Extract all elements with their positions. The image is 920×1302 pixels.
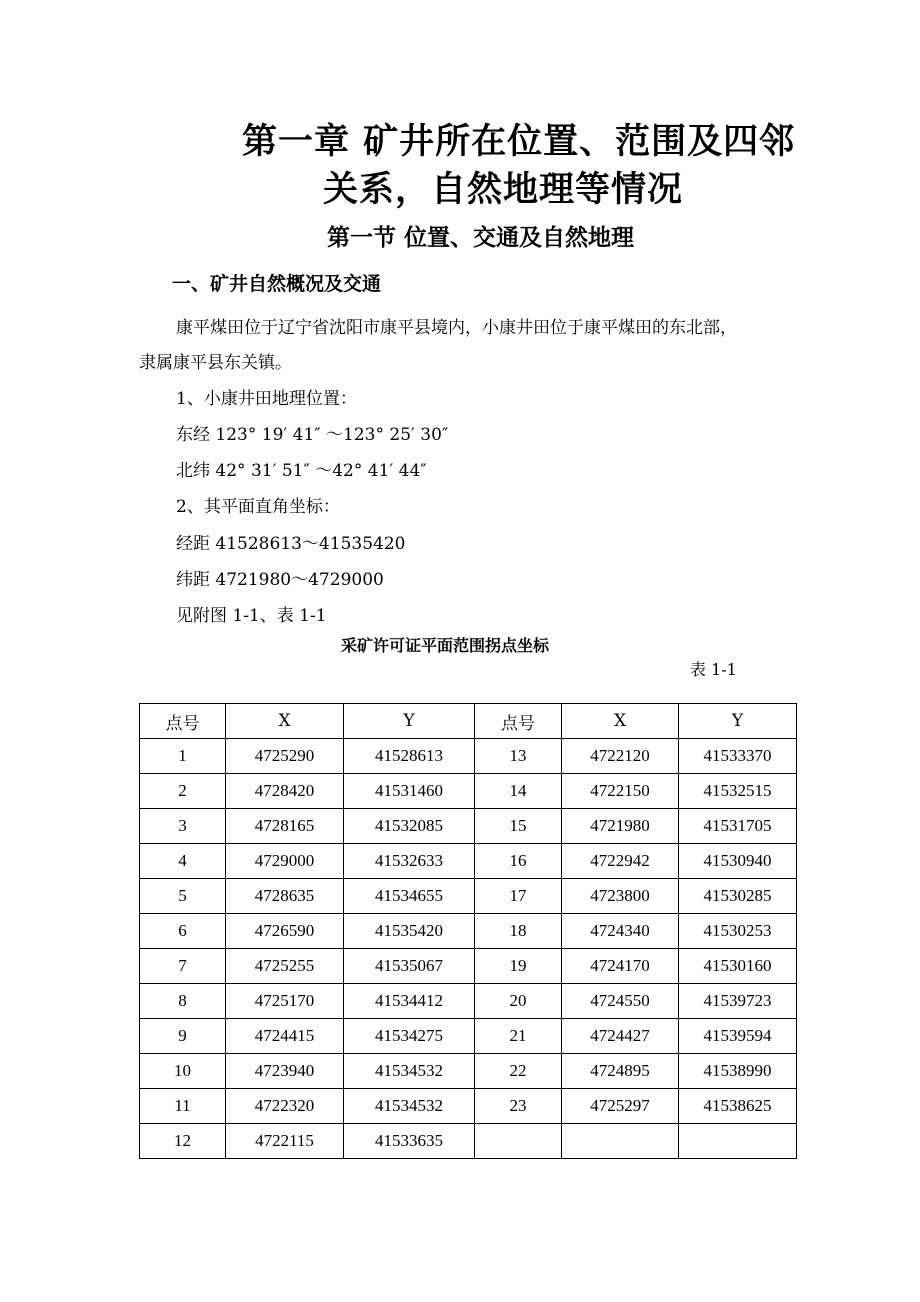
cell-y: 41533635 xyxy=(344,1124,475,1159)
cell-y: 41531460 xyxy=(344,774,475,809)
cell-x: 4724895 xyxy=(562,1054,679,1089)
header-cell-y: Y xyxy=(679,704,797,739)
cell-x: 4725170 xyxy=(226,984,344,1019)
table-row xyxy=(140,774,797,809)
cell-point-no: 1 xyxy=(140,739,226,774)
cell-x: 4724170 xyxy=(562,949,679,984)
cell-y: 41532515 xyxy=(679,774,797,809)
cell-y: 41534532 xyxy=(344,1089,475,1124)
item1-heading: 1、小康井田地理位置： xyxy=(176,389,357,409)
cell-x: 4728165 xyxy=(226,809,344,844)
table-row xyxy=(140,844,797,879)
section-title: 第一节 位置、交通及自然地理 xyxy=(327,224,635,251)
cell-point-no: 9 xyxy=(140,1019,226,1054)
cell-point-no: 20 xyxy=(475,984,562,1019)
cell-x: 4725255 xyxy=(226,949,344,984)
cell-point-no: 18 xyxy=(475,914,562,949)
cell-x: 4724415 xyxy=(226,1019,344,1054)
header-cell-x: X xyxy=(226,704,344,739)
table-row xyxy=(140,984,797,1019)
cell-y: 41528613 xyxy=(344,739,475,774)
cell-y: 41530253 xyxy=(679,914,797,949)
cell-x: 4724427 xyxy=(562,1019,679,1054)
table-row xyxy=(140,949,797,984)
cell-point-no: 23 xyxy=(475,1089,562,1124)
header-cell-point-no: 点号 xyxy=(140,704,226,739)
table-row xyxy=(140,1089,797,1124)
cell-y: 41538990 xyxy=(679,1054,797,1089)
cell-y: 41532085 xyxy=(344,809,475,844)
table-caption: 采矿许可证平面范围拐点坐标 xyxy=(341,636,550,655)
table-header-row xyxy=(140,704,797,739)
cell-y xyxy=(679,1124,797,1159)
header-cell-x: X xyxy=(562,704,679,739)
cell-point-no: 14 xyxy=(475,774,562,809)
cell-point-no: 2 xyxy=(140,774,226,809)
cell-y: 41533370 xyxy=(679,739,797,774)
cell-x: 4722150 xyxy=(562,774,679,809)
table-row xyxy=(140,1124,797,1159)
cell-x: 4728635 xyxy=(226,879,344,914)
cell-x: 4729000 xyxy=(226,844,344,879)
cell-x: 4724550 xyxy=(562,984,679,1019)
cell-point-no: 8 xyxy=(140,984,226,1019)
table-row xyxy=(140,1054,797,1089)
cell-x: 4722942 xyxy=(562,844,679,879)
northing-range: 纬距 4721980～4729000 xyxy=(176,570,384,590)
table-row xyxy=(140,739,797,774)
cell-x: 4722320 xyxy=(226,1089,344,1124)
chapter-title-line1: 第一章 矿井所在位置、范围及四邻 xyxy=(242,121,796,162)
cell-point-no: 5 xyxy=(140,879,226,914)
cell-y: 41532633 xyxy=(344,844,475,879)
cell-point-no: 16 xyxy=(475,844,562,879)
cell-point-no: 4 xyxy=(140,844,226,879)
cell-y: 41534655 xyxy=(344,879,475,914)
cell-y: 41530940 xyxy=(679,844,797,879)
latitude-range: 北纬 42° 31′ 51″ ～42° 41′ 44″ xyxy=(176,461,427,481)
cell-point-no: 3 xyxy=(140,809,226,844)
chapter-title-line2: 关系，自然地理等情况 xyxy=(323,169,684,210)
table-row xyxy=(140,879,797,914)
cell-y: 41535067 xyxy=(344,949,475,984)
subsection-title: 一、矿井自然概况及交通 xyxy=(172,273,382,295)
cell-x: 4725297 xyxy=(562,1089,679,1124)
coordinates-table xyxy=(139,703,797,1159)
cell-y: 41539594 xyxy=(679,1019,797,1054)
cell-y: 41539723 xyxy=(679,984,797,1019)
cell-point-no: 7 xyxy=(140,949,226,984)
cell-x: 4721980 xyxy=(562,809,679,844)
cell-point-no: 12 xyxy=(140,1124,226,1159)
item2-heading: 2、其平面直角坐标： xyxy=(176,497,340,517)
cell-y: 41530285 xyxy=(679,879,797,914)
cell-x: 4728420 xyxy=(226,774,344,809)
header-cell-point-no: 点号 xyxy=(475,704,562,739)
paragraph-line1: 康平煤田位于辽宁省沈阳市康平县境内，小康井田位于康平煤田的东北部， xyxy=(176,318,737,338)
longitude-range: 东经 123° 19′ 41″ ～123° 25′ 30″ xyxy=(176,425,449,445)
cell-point-no: 21 xyxy=(475,1019,562,1054)
cell-point-no: 6 xyxy=(140,914,226,949)
cell-point-no: 15 xyxy=(475,809,562,844)
table-row xyxy=(140,809,797,844)
cell-point-no: 13 xyxy=(475,739,562,774)
table-number: 表 1-1 xyxy=(690,660,737,679)
cell-y: 41535420 xyxy=(344,914,475,949)
cell-point-no: 19 xyxy=(475,949,562,984)
cell-point-no xyxy=(475,1124,562,1159)
easting-range: 经距 41528613～41535420 xyxy=(176,534,406,554)
cell-point-no: 10 xyxy=(140,1054,226,1089)
paragraph-line2: 隶属康平县东关镇。 xyxy=(139,353,292,373)
cell-y: 41534412 xyxy=(344,984,475,1019)
cell-point-no: 22 xyxy=(475,1054,562,1089)
cell-x xyxy=(562,1124,679,1159)
see-reference: 见附图 1-1、表 1-1 xyxy=(176,606,327,626)
cell-x: 4722115 xyxy=(226,1124,344,1159)
cell-y: 41538625 xyxy=(679,1089,797,1124)
cell-x: 4724340 xyxy=(562,914,679,949)
cell-point-no: 17 xyxy=(475,879,562,914)
cell-x: 4723940 xyxy=(226,1054,344,1089)
cell-x: 4722120 xyxy=(562,739,679,774)
table-row xyxy=(140,914,797,949)
cell-y: 41530160 xyxy=(679,949,797,984)
cell-y: 41531705 xyxy=(679,809,797,844)
table-row xyxy=(140,1019,797,1054)
cell-x: 4723800 xyxy=(562,879,679,914)
header-cell-y: Y xyxy=(344,704,475,739)
cell-x: 4725290 xyxy=(226,739,344,774)
cell-y: 41534275 xyxy=(344,1019,475,1054)
cell-point-no: 11 xyxy=(140,1089,226,1124)
cell-x: 4726590 xyxy=(226,914,344,949)
cell-y: 41534532 xyxy=(344,1054,475,1089)
coordinates-table-body xyxy=(140,704,797,1159)
